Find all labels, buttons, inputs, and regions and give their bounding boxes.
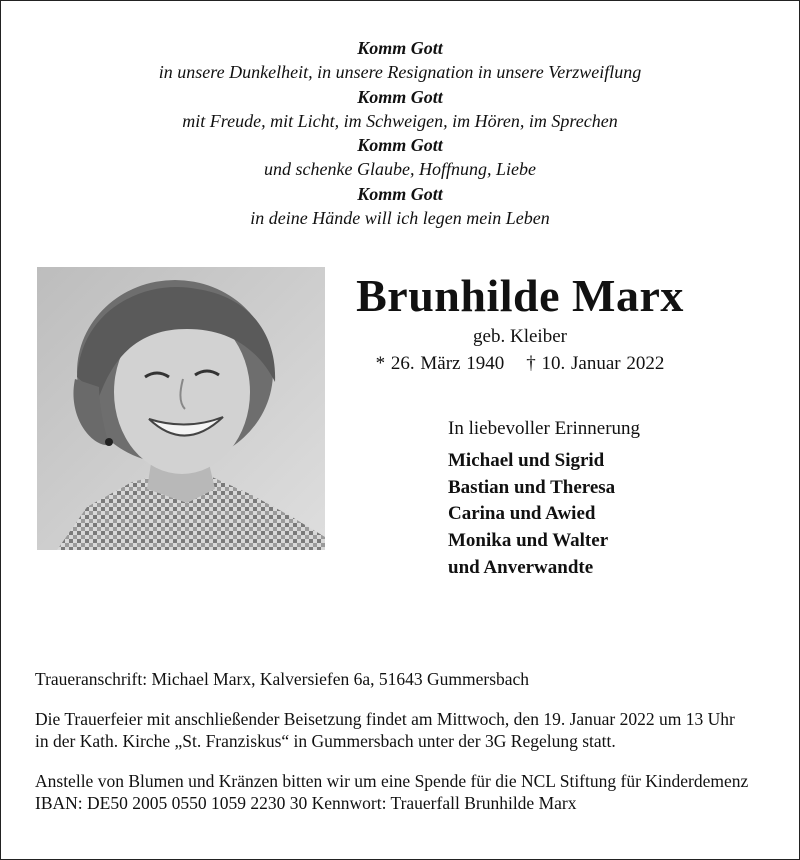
poem-line: mit Freude, mit Licht, im Schweigen, im Hören, im Sprechen [182, 110, 618, 131]
birth-name: geb. Kleiber [473, 326, 567, 347]
poem-line: in unsere Dunkelheit, in unsere Resignation in unsere Verzweiflung [158, 62, 642, 83]
donation-info [35, 770, 775, 814]
poem-line: Komm Gott [357, 38, 443, 58]
portrait-photo [37, 267, 325, 550]
family-member: Monika und Walter [448, 530, 609, 552]
family-member: Carina und Awied [448, 503, 596, 525]
footer-info [35, 668, 775, 832]
poem [0, 36, 800, 230]
birth-date: * 26. März 1940 [375, 353, 505, 374]
ceremony-line: in der Kath. Kirche „St. Franziskus“ in Gummersbach unter der 3G Regelung statt. [35, 731, 616, 751]
ceremony-line: Die Trauerfeier mit anschließender Beisetzung findet am Mittwoch, den 19. Januar 2022 um 13 Uhr [35, 709, 735, 729]
address-text: Traueranschrift: Michael Marx, Kalversiefen 6a, 51643 Gummersbach [35, 669, 530, 689]
ceremony-info [35, 708, 775, 752]
life-dates [330, 353, 710, 375]
deceased-name: Brunhilde Marx [356, 270, 684, 321]
poem-line: in deine Hände will ich legen mein Leben [250, 208, 550, 229]
poem-line: Komm Gott [357, 183, 443, 204]
memory-heading: In liebevoller Erinnerung [448, 418, 641, 439]
family-member: und Anverwandte [448, 556, 594, 578]
donation-line: IBAN: DE50 2005 0550 1059 2230 30 Kennwort: Trauerfall Brunhilde Marx [35, 793, 577, 813]
family-list [448, 448, 615, 582]
poem-line: und schenke Glaube, Hoffnung, Liebe [264, 159, 536, 180]
donation-line: Anstelle von Blumen und Kränzen bitten wir um eine Spende für die NCL Stiftung für Kinderdemenz [35, 771, 749, 791]
poem-line: Komm Gott [357, 135, 443, 156]
family-member: Bastian und Theresa [448, 476, 616, 498]
death-date: † 10. Januar 2022 [526, 353, 665, 374]
mourning-address [35, 668, 775, 690]
family-member: Michael und Sigrid [448, 450, 605, 471]
portrait-illustration [37, 267, 325, 550]
poem-line: Komm Gott [357, 86, 443, 107]
